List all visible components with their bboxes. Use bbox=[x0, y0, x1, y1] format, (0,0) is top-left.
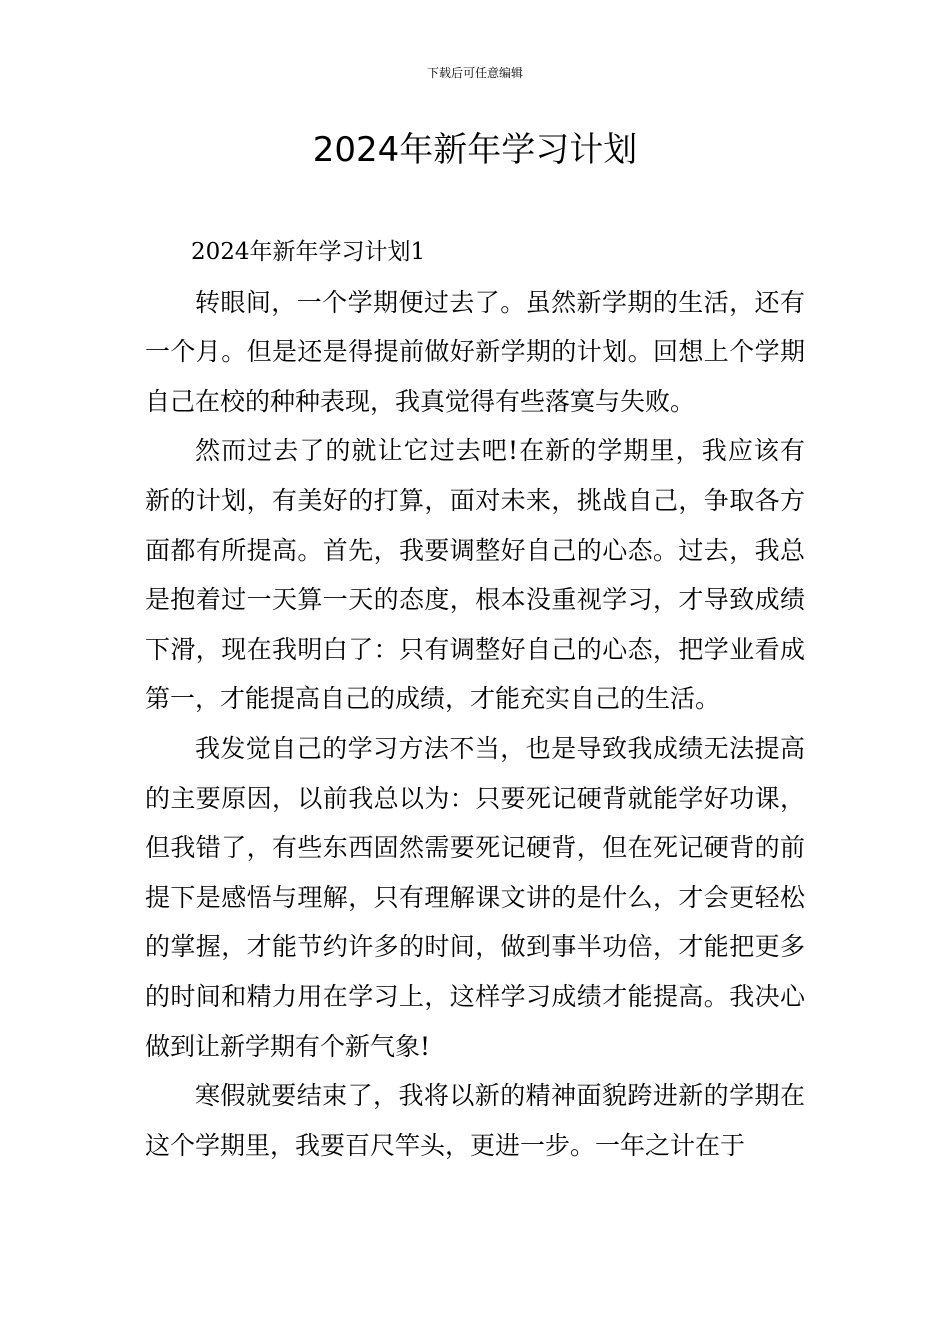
header-note: 下载后可任意编辑 bbox=[426, 66, 523, 80]
paragraph: 转眼间，一个学期便过去了。虽然新学期的生活，还有一个月。但是还是得提前做好新学期的计划。回想上个学期自己在校的种种表现，我真觉得有些落寞与失败。 bbox=[145, 287, 805, 416]
document-title: 2024年新年学习计划 bbox=[312, 130, 638, 170]
section-subtitle: 2024年新年学习计划1 bbox=[191, 239, 426, 265]
document-body bbox=[145, 228, 805, 1170]
paragraph: 我发觉自己的学习方法不当，也是导致我成绩无法提高的主要原因，以前我总以为：只要死记硬背就能学好功课，但我错了，有些东西固然需要死记硬背，但在死记硬背的前提下是感悟与理解，只有理解课文讲的是什么，才会更轻松的掌握，才能节约许多的时间，做到事半功倍，才能把更多的时间和精力用在学习上，这样学习成绩才能提高。我决心做到让新学期有个新气象! bbox=[145, 733, 805, 1061]
paragraph: 然而过去了的就让它过去吧!在新的学期里，我应该有新的计划，有美好的打算，面对未来，挑战自己，争取各方面都有所提高。首先，我要调整好自己的心态。过去，我总是抱着过一天算一天的态度，根本没重视学习，才导致成绩下滑，现在我明白了：只有调整好自己的心态，把学业看成第一，才能提高自己的成绩，才能充实自己的生活。 bbox=[145, 436, 805, 714]
paragraph: 寒假就要结束了，我将以新的精神面貌跨进新的学期在这个学期里，我要百尺竿头，更进一步。一年之计在于 bbox=[145, 1081, 805, 1160]
